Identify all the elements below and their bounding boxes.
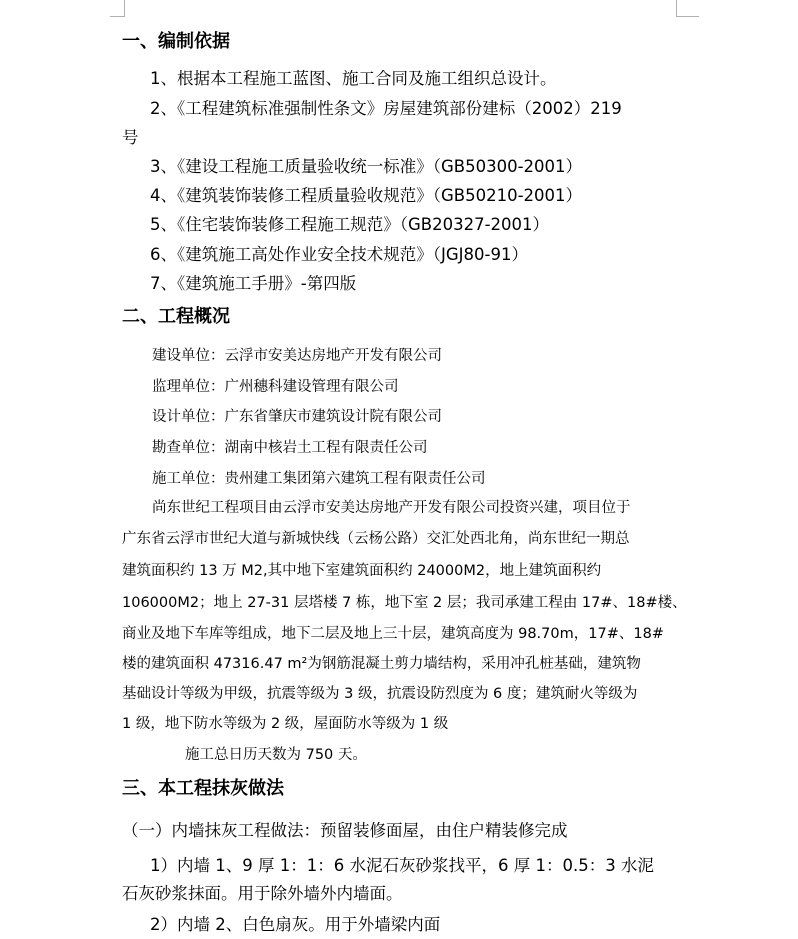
overview-line-5: 商业及地下车库等组成，地下二层及地上三十层，建筑高度为 98.70m，17#、18# <box>122 626 664 642</box>
section-1-title: 一、编制依据 <box>122 31 230 52</box>
overview-line-3: 建筑面积约 13 万 M2,其中地下室建筑面积约 24000M2，地上建筑面积约 <box>122 563 602 579</box>
basis-item-5: 5、《住宅装饰装修工程施工规范》（GB20327-2001） <box>150 215 550 234</box>
overview-line-1: 尚东世纪工程项目由云浮市安美达房地产开发有限公司投资兴建，项目位于 <box>152 500 631 516</box>
subsection-interior-plaster: （一）内墙抹灰工程做法：预留装修面屋，由住户精装修完成 <box>122 821 568 840</box>
duration-line: 施工总日历天数为 750 天。 <box>185 747 367 763</box>
plaster-item-1-cont: 石灰砂浆抹面。用于除外墙外内墙面。 <box>122 884 403 903</box>
basis-item-2: 2、《工程建筑标准强制性条文》房屋建筑部份建标（2002）219 <box>150 99 622 118</box>
basis-item-4: 4、《建筑装饰装修工程质量验收规范》（GB50210-2001） <box>150 186 583 205</box>
unit-supervision: 监理单位：广州穗科建设管理有限公司 <box>152 379 399 395</box>
overview-line-2: 广东省云浮市世纪大道与新城快线（云杨公路）交汇处西北角，尚东世纪一期总 <box>122 531 630 547</box>
overview-line-4: 106000M2；地上 27-31 层塔楼 7 栋，地下室 2 层；我司承建工程由 17#、18#楼、 <box>122 595 687 611</box>
unit-construction: 建设单位：云浮市安美达房地产开发有限公司 <box>152 348 442 364</box>
basis-item-2-cont: 号 <box>122 128 139 147</box>
basis-item-3: 3、《建设工程施工质量验收统一标准》（GB50300-2001） <box>150 157 583 176</box>
overview-line-8: 1 级，地下防水等级为 2 级，屋面防水等级为 1 级 <box>122 716 449 732</box>
unit-design: 设计单位：广东省肇庆市建筑设计院有限公司 <box>152 409 442 425</box>
plaster-item-2: 2）内墙 2、白色扇灰。用于外墙梁内面 <box>150 915 441 934</box>
overview-line-6: 楼的建筑面积 47316.47 m²为钢筋混凝土剪力墙结构，采用冲孔桩基础，建筑物 <box>122 656 641 672</box>
basis-item-6: 6、《建筑施工高处作业安全技术规范》（JGJ80-91） <box>150 245 528 264</box>
overview-line-7: 基础设计等级为甲级，抗震等级为 3 级，抗震设防烈度为 6 度；建筑耐火等级为 <box>122 686 638 702</box>
crop-mark-top-left <box>110 0 125 17</box>
basis-item-7: 7、《建筑施工手册》-第四版 <box>150 274 357 293</box>
section-2-title: 二、工程概况 <box>122 306 230 327</box>
crop-mark-top-right <box>676 0 699 17</box>
unit-contractor: 施工单位：贵州建工集团第六建筑工程有限责任公司 <box>152 471 486 487</box>
unit-survey: 勘查单位：湖南中核岩土工程有限责任公司 <box>152 440 428 456</box>
basis-item-1: 1、根据本工程施工蓝图、施工合同及施工组织总设计。 <box>150 69 557 88</box>
section-3-title: 三、本工程抹灰做法 <box>122 778 284 799</box>
plaster-item-1: 1）内墙 1、9 厚 1：1：6 水泥石灰砂浆找平，6 厚 1：0.5：3 水泥 <box>150 856 654 875</box>
